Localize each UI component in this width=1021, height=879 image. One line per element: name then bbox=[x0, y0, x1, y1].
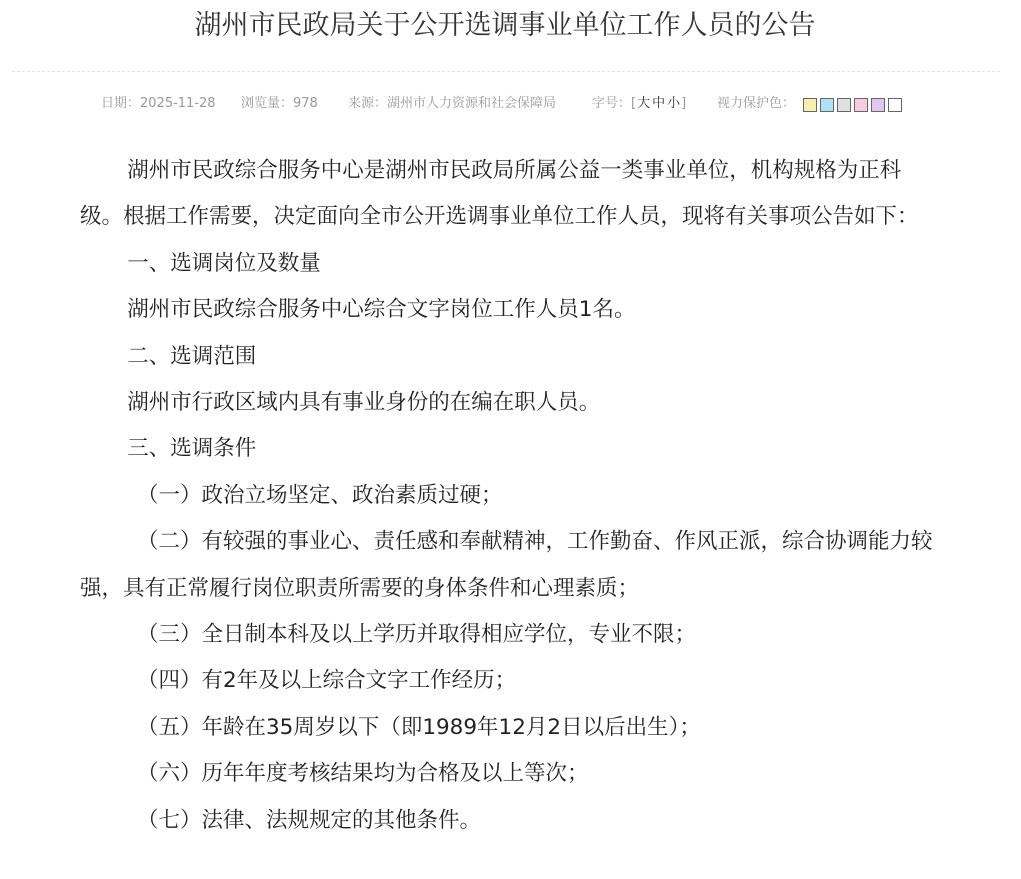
section-heading-conditions: 三、选调条件 bbox=[127, 436, 257, 462]
source-label: 来源： bbox=[348, 96, 388, 111]
font-size-close-bracket: ] bbox=[681, 96, 687, 111]
font-size-small-button[interactable]: 小 bbox=[667, 96, 681, 111]
date-info bbox=[101, 94, 216, 114]
intro-paragraph: 湖州市民政综合服务中心是湖州市民政局所属公益一类事业单位，机构规格为正科级。根据工作需要，决定面向全市公开选调事业单位工作人员，现将有关事项公告如下： bbox=[80, 158, 919, 230]
condition-item: （五）年龄在35周岁以下（即1989年12月2日以后出生）； bbox=[136, 714, 701, 740]
title-divider bbox=[12, 71, 1000, 72]
condition-item: （三）全日制本科及以上学历并取得相应学位，专业不限； bbox=[136, 622, 696, 648]
article-body bbox=[80, 148, 940, 844]
positions-paragraph: 湖州市民政综合服务中心综合文字岗位工作人员1名。 bbox=[127, 297, 636, 323]
views-info bbox=[241, 94, 318, 114]
condition-item: （二）有较强的事业心、责任感和奉献精神，工作勤奋、作风正派，综合协调能力较强，具有正常履行岗位职责所需要的身体条件和心理素质； bbox=[80, 529, 933, 601]
eye-color-white-swatch[interactable] bbox=[888, 98, 902, 112]
eye-color-purple-swatch[interactable] bbox=[871, 98, 885, 112]
publish-date: 2025-11-28 bbox=[140, 96, 216, 111]
views-label: 浏览量： bbox=[241, 96, 294, 111]
eye-color-gray-swatch[interactable] bbox=[837, 98, 851, 112]
eye-color-blue-swatch[interactable] bbox=[820, 98, 834, 112]
font-size-switcher bbox=[592, 94, 686, 114]
eye-protection-colors bbox=[803, 98, 905, 112]
font-size-label: 字号：[ bbox=[592, 96, 637, 111]
view-count: 978 bbox=[293, 96, 318, 111]
scope-paragraph: 湖州市行政区域内具有事业身份的在编在职人员。 bbox=[127, 390, 601, 416]
source-name: 湖州市人力资源和社会保障局 bbox=[387, 96, 557, 111]
condition-item: （四）有2年及以上综合文字工作经历； bbox=[136, 668, 517, 694]
condition-item: （七）法律、法规规定的其他条件。 bbox=[136, 807, 481, 833]
eye-color-pink-swatch[interactable] bbox=[854, 98, 868, 112]
section-heading-positions: 一、选调岗位及数量 bbox=[127, 250, 321, 276]
eye-color-yellow-swatch[interactable] bbox=[803, 98, 817, 112]
font-size-medium-button[interactable]: 中 bbox=[652, 96, 666, 111]
article-meta bbox=[0, 94, 1021, 114]
condition-item: （一）政治立场坚定、政治素质过硬； bbox=[136, 482, 503, 508]
section-heading-scope: 二、选调范围 bbox=[127, 343, 257, 369]
condition-item: （六）历年年度考核结果均为合格及以上等次； bbox=[136, 761, 589, 787]
eye-protection-label: 视力保护色： bbox=[717, 96, 796, 111]
article-title: 湖州市民政局关于公开选调事业单位工作人员的公告 bbox=[194, 10, 816, 41]
source-info bbox=[348, 94, 556, 114]
date-label: 日期： bbox=[101, 96, 141, 111]
font-size-large-button[interactable]: 大 bbox=[637, 96, 651, 111]
